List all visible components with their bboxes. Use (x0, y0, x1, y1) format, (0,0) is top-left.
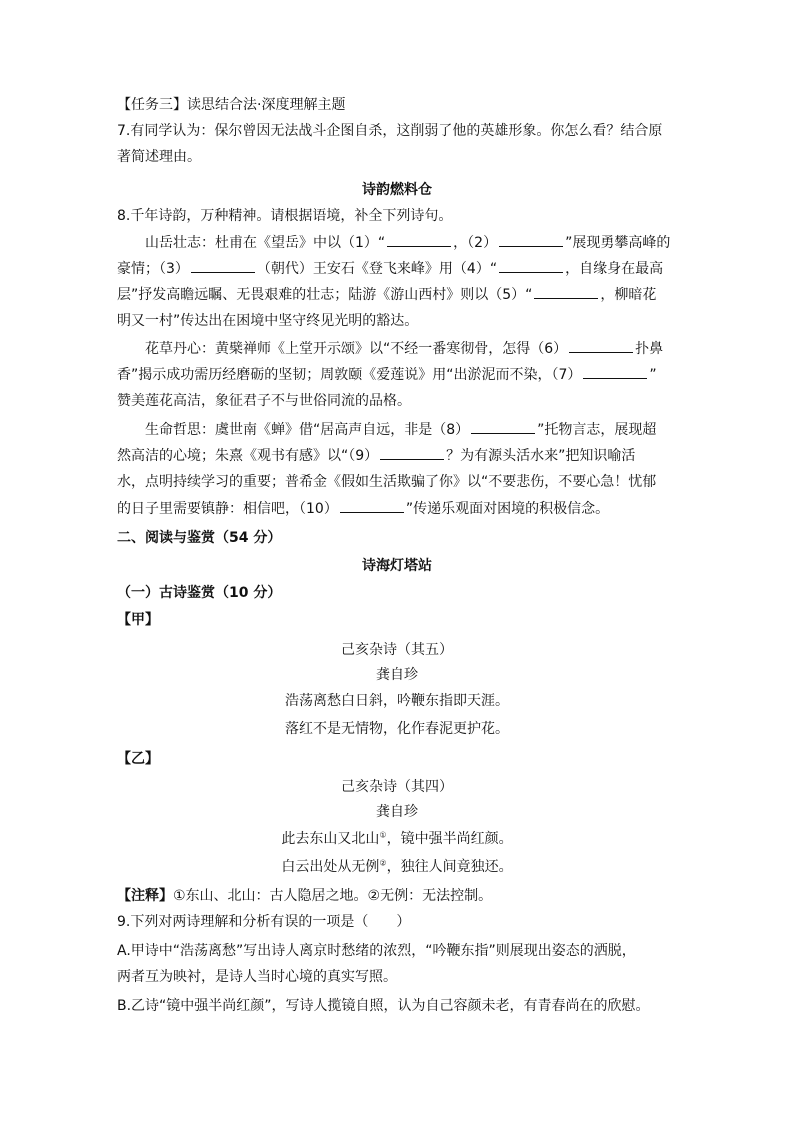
q8-paragraph-3-line-2 (117, 446, 635, 466)
text-segment: ，（2） (453, 235, 498, 251)
q9-option-b-line-1: B.乙诗“镜中强半尚红颜”，写诗人揽镜自照，认为自己容颜未老，有青春尚在的欣慰。 (117, 998, 650, 1014)
text-segment: ”展现勇攀高峰的 (565, 235, 671, 251)
text-segment: 然高洁的心境；朱熹《观书有感》以“（9） (117, 448, 379, 464)
poem-b-line-2 (0, 857, 794, 877)
annotation-note (117, 886, 492, 906)
text-segment: ，柳暗花 (600, 287, 657, 303)
text-segment: 扑鼻 (635, 341, 664, 357)
q9-option-a-line-1: A.甲诗中“浩荡离愁”写出诗人离京时愁绪的浓烈，“吟鞭东指”则展现出姿态的洒脱， (117, 943, 636, 959)
poem-a-line-2: 落红不是无情物，化作春泥更护花。 (285, 721, 509, 737)
note-text: ①东山、北山：古人隐居之地。②无例：无法控制。 (173, 888, 493, 904)
q8-paragraph-1-line-2 (117, 259, 663, 279)
text-segment: ？为有源头活水来”把知识喻活 (446, 448, 636, 464)
text-segment: ，自缘身在最高 (565, 261, 664, 277)
poem-b-title: 己亥杂诗（其四） (341, 779, 453, 795)
question-9-stem: 9.下列对两诗理解和分析有误的一项是（ ） (117, 914, 411, 930)
poem-b-label: 【乙】 (117, 751, 159, 767)
question-8-intro: 8.千年诗韵，万种精神。请根据语境，补全下列诗句。 (117, 208, 453, 224)
text-segment: 香”揭示成功需历经磨砺的坚韧；周敦颐《爱莲说》用“出淤泥而不染，（7） (117, 367, 582, 383)
answer-blank-10[interactable] (340, 499, 404, 513)
answer-blank-1[interactable] (387, 233, 451, 247)
answer-blank-8[interactable] (471, 420, 535, 434)
q8-paragraph-1-line-4: 明又一村”传达出在困境中坚守终见光明的豁达。 (117, 313, 419, 329)
answer-blank-7[interactable] (583, 365, 647, 379)
text-segment: 白云出处从无例 (281, 859, 380, 875)
text-segment: ” (649, 367, 657, 383)
q8-paragraph-2-line-3: 赞美莲花高洁，象征君子不与世俗同流的品格。 (117, 393, 411, 409)
part-2-heading: 二、阅读与鉴赏（54 分） (117, 530, 282, 546)
note-marker-1: ① (379, 830, 387, 840)
answer-blank-6[interactable] (569, 339, 633, 353)
text-segment: 此去东山又北山 (281, 831, 380, 847)
text-segment: 花草丹心：黄檗禅师《上堂开示颂》以“不经一番寒彻骨，怎得（6） (145, 341, 568, 357)
text-segment: 山岳壮志：杜甫在《望岳》中以（1）“ (145, 235, 386, 251)
note-marker-2: ② (379, 858, 387, 868)
section-title-lighthouse-station: 诗海灯塔站 (362, 558, 432, 574)
section-title-poem-warehouse: 诗韵燃料仓 (362, 182, 432, 198)
q8-paragraph-2-line-2 (117, 365, 657, 385)
q8-paragraph-3-line-4 (117, 499, 609, 519)
question-7-line-2: 著简述理由。 (117, 149, 201, 165)
answer-blank-2[interactable] (499, 233, 563, 247)
text-segment: ”托物言志，展现超 (537, 422, 657, 438)
q8-paragraph-1-line-3 (117, 285, 656, 305)
question-7-line-1: 7.有同学认为：保尔曾因无法战斗企图自杀，这削弱了他的英雄形象。你怎么看？结合原 (117, 123, 663, 139)
q9-option-a-line-2: 两者互为映衬，是诗人当时心境的真实写照。 (117, 969, 397, 985)
text-segment: 生命哲思：虞世南《蝉》借“居高声自远，非是（8） (145, 422, 470, 438)
answer-blank-3[interactable] (191, 259, 255, 273)
subsection-ancient-poem: （一）古诗鉴赏（10 分） (117, 585, 282, 601)
poem-a-label: 【甲】 (117, 612, 159, 628)
text-segment: 层”抒发高瞻远瞩、无畏艰难的壮志；陆游《游山西村》则以（5）“ (117, 287, 533, 303)
poem-a-author: 龚自珍 (376, 667, 418, 683)
task3-heading: 【任务三】读思结合法·深度理解主题 (117, 97, 346, 113)
poem-b-author: 龚自珍 (376, 804, 418, 820)
answer-blank-5[interactable] (534, 285, 598, 299)
text-segment: ”传递乐观面对困境的积极信念。 (405, 501, 610, 517)
poem-b-line-1 (0, 829, 794, 849)
text-segment: 的日子里需要镇静：相信吧，（10） (117, 501, 338, 517)
text-segment: ，独往人间竟独还。 (386, 859, 513, 875)
note-label: 【注释】 (117, 888, 173, 904)
q8-paragraph-1-line-1 (145, 233, 670, 253)
q8-paragraph-3-line-1 (145, 420, 656, 440)
answer-blank-9[interactable] (380, 446, 444, 460)
poem-a-line-1: 浩荡离愁白日斜，吟鞭东指即天涯。 (285, 693, 509, 709)
poem-a-title: 己亥杂诗（其五） (341, 642, 453, 658)
text-segment: ，镜中强半尚红颜。 (386, 831, 513, 847)
q8-paragraph-3-line-3: 水，点明持续学习的重要；普希金《假如生活欺骗了你》以“不要悲伤，不要心急！忧郁 (117, 474, 657, 490)
text-segment: 豪情；（3） (117, 261, 189, 277)
text-segment: （朝代）王安石《登飞来峰》用（4）“ (256, 261, 498, 277)
answer-blank-4[interactable] (499, 259, 563, 273)
q8-paragraph-2-line-1 (145, 339, 663, 359)
